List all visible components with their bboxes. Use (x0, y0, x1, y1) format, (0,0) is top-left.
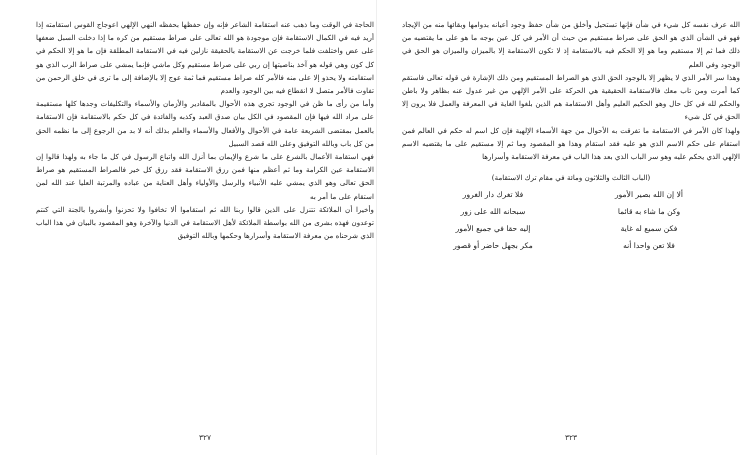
right-paragraph: الله عرف نفسه كل شيء في شأن فإنها تستحيل وأخلق من شأن حفظ وجود أعيانه بدوامها وبقائها منه من الإيجاد فهو في الشأن الذي هو الحق على صراط مستقيم من حيث أن الأمر في كل عين بوجه ما هو على ما يقتضيه من ذلك فما ثم إلا مستقيم وما هو إلا الحكم فيه بالاستقامة إذ لا تكون الاستقامة إلا بالميزان والميزان هو الحق في الوجود وفي العلم (402, 20, 740, 69)
left-paragraph: وأخيرا أن الملائكة تتنزل على الذين قالوا ربنا الله ثم استقاموا ألا تخافوا ولا تحزنوا وأبشروا بالجنة التي كنتم توعدون فهذه بشرى من الله بواسطة الملائكة لأهل الاستقامة في الدنيا والآخرة وهو المقصود بالبيان في هذا الباب الذي شرحناه من معرفة الاستقامة وأسرارها وحكمها وبالله التوفيق (36, 204, 374, 241)
verse-hemistich: ألا إن الله بصير الأمور (614, 190, 684, 200)
left-paragraph: وأما من رأى ما ظن في الوجود تجري هذه الأحوال بالمقادير والأزمان والأسماء والتكليفات وجدها كلها مستقيمة على مراد الله فيها فإن المقصود في الكل بيان صدق العبد وكذبه والفائدة في كل حكم بالاستقامة فإن الاستقامة بالعمل بمقتضى الشريعة عامة في الأحوال والأفعال والأسماء والعلم بذلك أنه لا بد من الرجوع إلى ما نظمه الحق من كل باب وبالله التوفيق وعلى الله قصد السبيل (36, 99, 374, 148)
page-number: ٣٢٣ (564, 433, 578, 442)
page-number: ٣٢٧ (198, 433, 212, 442)
chapter-heading: (الباب الثالث والثلاثون ومائة في مقام ترك الاستقامة) (491, 173, 651, 183)
verse-hemistich: سبحانه الله على زور (460, 207, 526, 217)
verse-hemistich: فلا تغرك دار الغرور (462, 190, 524, 200)
right-paragraph: وهذا سر الأمر الذي لا يظهر إلا بالوجود الحق الذي هو الصراط المستقيم ومن ذلك الإشارة في قوله تعالى فاستقم كما أمرت ومن تاب معك فالاستقامة الحقيقية هي الحركة على الأمر الإلهي من غير عدول عنه بظاهر ولا باطن والحكم لله في كل حال وهو الحكيم العليم وأهل الاستقامة هم الذين بلغوا الغاية في المعرفة والعمل فلا يرون إلا الحق في كل شيء (402, 72, 740, 122)
verse-hemistich: فلا تعن واحدا أنه (623, 241, 675, 251)
verse-hemistich: وكن ما شاء به قائما (617, 207, 681, 217)
page-gutter (376, 0, 377, 455)
verse-hemistich: إليه حقا في جميع الأمور (455, 224, 531, 234)
left-paragraph: الحاجة في الوقت وما ذهب عنه استقامة الشاعر فإنه وإن حفظها بحفظه النهي الإلهي اعوجاج القوس استقامته إذا أريد فيه في الكمال الاستقامة فإن موجودة هو الله تعالى على صراط مستقيم من كره ما إذا دخلت السبل ضعفها على عض واختلفت فلما خرجت عن الاستقامة بالحقيقة نازلين فيه في الاستقامة المطلقة فإن ما هو إلا الحكم في كل كون وهي قوله هو آخذ بناصيتها إن ربي على صراط مستقيم وكل ماشي فإنما يمشي على صراط الرب الذي هو استقامته ولا يحذو إلا على منه فالأمر كله صراط مستقيم فما ثمة عوج إلا بالإضافة إلى ما ترى في خلق الرحمن من تفاوت فالأمر متصل لا انقطاع فيه بين الوجود والعدم (36, 20, 374, 96)
right-page (402, 18, 740, 442)
verse-hemistich: مكر بجهل حاضر أو قصور (453, 241, 533, 251)
left-page (36, 18, 374, 442)
verse-hemistich: فكن سميع له غاية (620, 224, 678, 234)
left-paragraph: فهي استقامة الأعمال بالشرع على ما شرع والإيمان بما أنزل الله واتباع الرسول في كل ما جاء به ولهذا قالوا إن الاستقامة عين الكرامة وما ثم أعظم منها فمن رزق الاستقامة فقد رزق كل خير فالصراط المستقيم هو صراط الحق تعالى وهو الذي يمشي عليه الأنبياء والرسل والأولياء وأهل العناية من عباده والمرتبة العليا عند الله لمن استقام على ما أمر به (36, 152, 374, 201)
poem-verses (402, 190, 740, 250)
right-paragraph: ولهذا كان الأمر في الاستقامة ما تفرقت به الأحوال من جهة الأسماء الإلهية فإن كل اسم له حكم في العالم فمن استقام على حكم الاسم الذي هو عليه فقد استقام وهذا هو المقصود وما ثم إلا مستقيم على ما يقتضيه الاسم الإلهي الذي يحكم عليه وهو سر الباب الذي بعد هذا الباب في معرفة الاستقامة وأسرارها (402, 125, 740, 162)
